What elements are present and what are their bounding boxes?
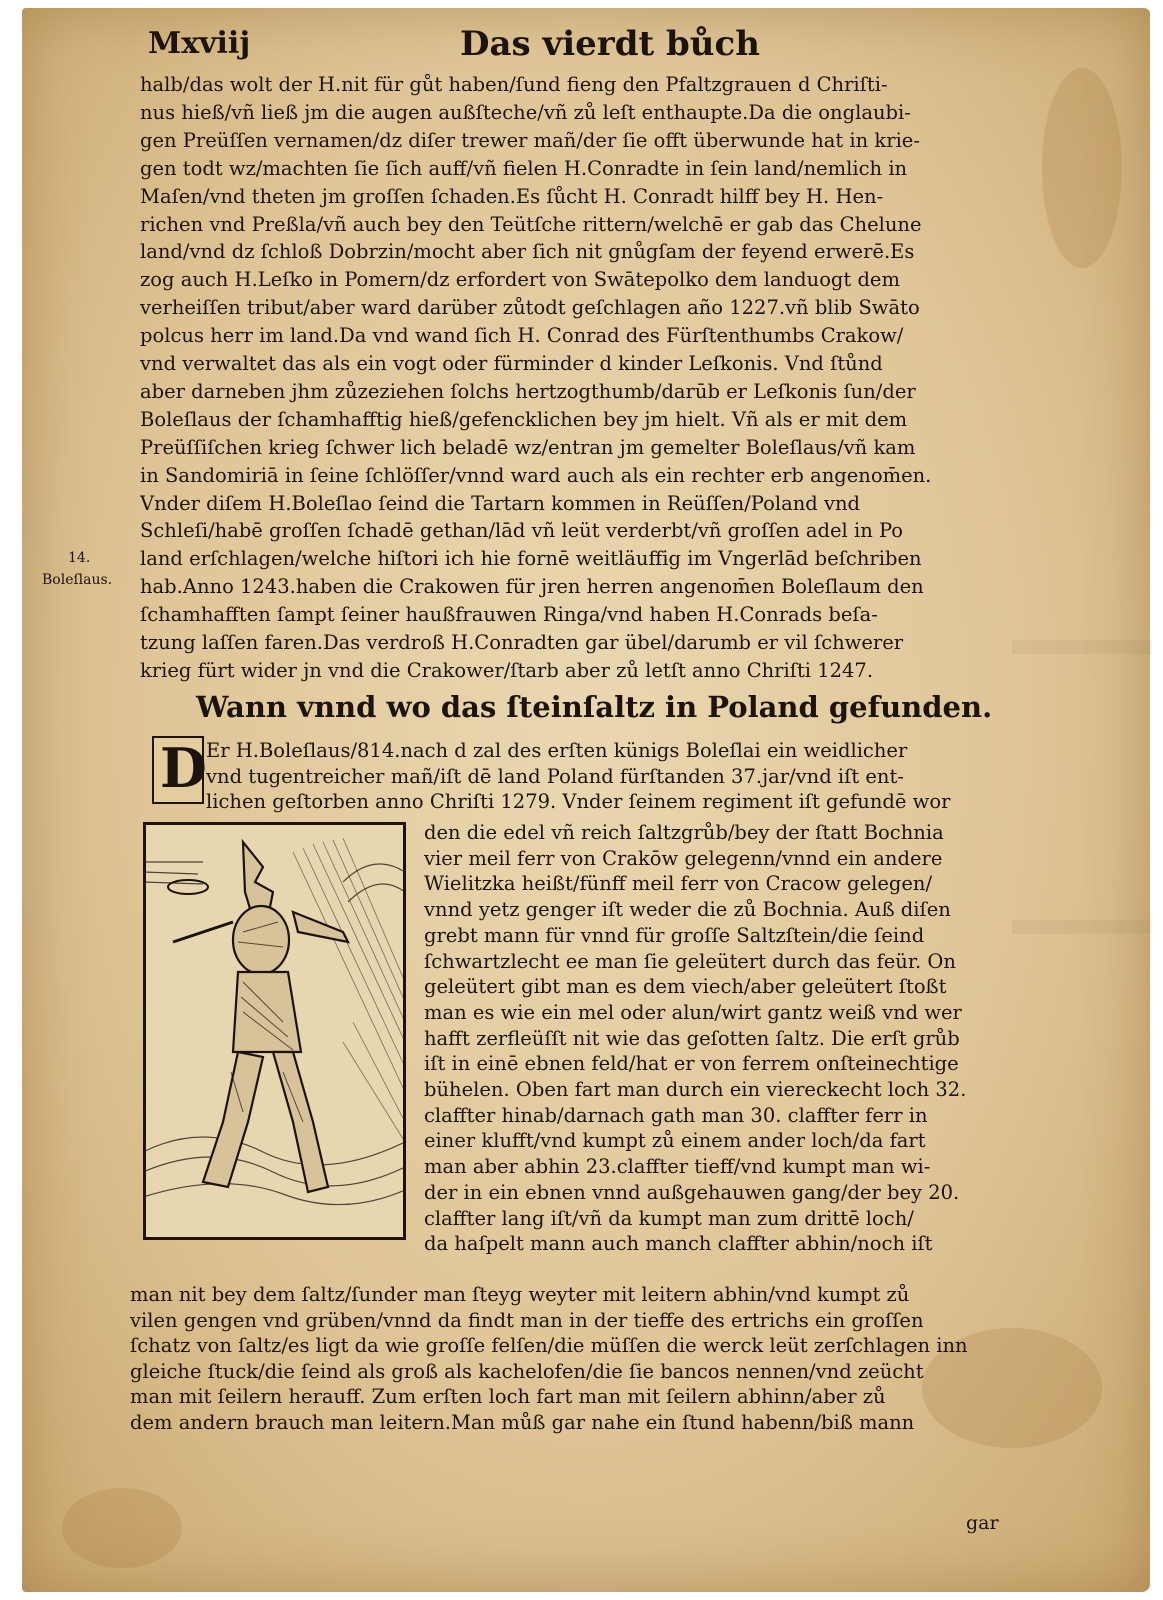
drop-capital — [152, 736, 207, 804]
running-title: Das vierdt bůch — [460, 24, 760, 64]
text-line: Boleſlaus der ſchamhafftig hieß/gefencklichen bey jm hielt. Vñ als er mit dem — [140, 407, 908, 431]
foxing-stain — [62, 1488, 182, 1568]
text-line: Vnder diſem H.Boleſlao ſeind die Tartarn kommen in Reüſſen/Poland vnd — [140, 491, 861, 515]
text-line: tzung laſſen faren.Das verdroß H.Conradten gar übel/darumb er vil ſchwerer — [140, 631, 904, 654]
text-line: zog auch H.Leſko in Pomern/dz erfordert von Swātepolko dem landuogt dem — [140, 268, 900, 292]
text-line: richen vnd Preßla/vñ auch bey den Teütſche rittern/welchē er gab das Chelune — [140, 212, 922, 236]
text-line: land erſchlagen/welche hiſtori ich hie fornē weitläuffig im Vngerlād beſchriben — [140, 547, 922, 571]
drop-capital-letter: D — [160, 736, 207, 800]
text-line: halb/das wolt der H.nit für gůt haben/ſund fieng den Pfaltzgrauen d Chriſti- — [140, 73, 888, 96]
text-line: man aber abhin 23.claffter tieff/vnd kumpt man wi- — [424, 1155, 931, 1179]
text-line: bühelen. Oben fart man durch ein viereckecht loch 32. — [424, 1078, 967, 1101]
text-line: vnd verwaltet das als ein vogt oder fürminder d kinder Leſkonis. Vnd ſtůnd — [140, 352, 883, 375]
text-line: land/vnd dz ſchloß Dobrzin/mocht aber ſich nit gnůgſam der feyend erwerē.Es — [140, 240, 915, 264]
text-line: gen Preüſſen vernamen/dz diſer trewer mañ/der ſie offt überwunde hat in krie- — [140, 128, 920, 152]
text-line: claffter lang iſt/vñ da kumpt man zum drittē loch/ — [424, 1206, 914, 1230]
text-line: vnnd yetz genger iſt weder die zů Bochnia. Auß diſen — [424, 898, 951, 922]
text-line: dem andern brauch man leitern.Man můß gar nahe ein ſtund habenn/biß mann — [130, 1410, 915, 1434]
text-line: ſchamhafften ſampt ſeiner haußfrauwen Ringa/vnd haben H.Conrads beſa- — [140, 603, 878, 627]
text-line: gen todt wz/machten ſie ſich auff/vñ fielen H.Conradte in ſein land/nemlich in — [140, 156, 908, 180]
text-line: den die edel vñ reich ſaltzgrůb/bey der ſtatt Bochnia — [424, 821, 944, 844]
text-line: gleiche ſtuck/die ſeind als groß als kachelofen/die ſie bancos nennen/vnd zeücht — [130, 1359, 924, 1383]
section-heading: Wann vnnd wo das ſteinſaltz in Poland gefunden. — [196, 690, 993, 724]
foxing-stain — [1042, 68, 1122, 268]
text-line: vnd tugentreicher mañ/iſt dē land Poland fürſtanden 37.jar/vnd iſt ent- — [206, 764, 904, 788]
text-line: einer klufft/vnd kumpt zů einem ander loch/da fart — [424, 1129, 926, 1153]
text-line: man es wie ein mel oder alun/wirt gantz weiß vnd wer — [424, 1000, 962, 1024]
bleed-through — [1012, 920, 1152, 934]
text-line: aber darneben jhm zůzeziehen ſolchs hertzogthumb/darūb er Leſkonis ſun/der — [140, 379, 916, 403]
text-line: iſt in einē ebnen feld/hat er von ferrem onſteinechtige — [424, 1052, 959, 1076]
text-line: Er H.Boleſlaus/814.nach d zal des erſten künigs Boleſlai ein weidlicher — [206, 739, 908, 762]
text-line: hab.Anno 1243.haben die Crakowen für jren herren angenom̄en Boleſlaum den — [140, 575, 924, 599]
text-line: lichen geſtorben anno Chriſti 1279. Vnder ſeinem regiment iſt gefundē wor — [206, 790, 951, 814]
text-line: der in ein ebnen vnnd außgehauwen gang/der bey 20. — [424, 1180, 960, 1204]
text-line: vier meil ferr von Crakōw gelegenn/vnnd ein andere — [424, 846, 943, 870]
text-line: vilen gengen vnd grüben/vnnd da findt man in der tieffe des ertrichs ein groſſen — [130, 1308, 924, 1332]
text-line: Preüſſiſchen krieg ſchwer lich beladē wz/entran jm gemelter Boleſlaus/vñ kam — [140, 435, 916, 459]
text-line: krieg fürt wider jn vnd die Crakower/ſtarb aber zů letſt anno Chriſti 1247. — [140, 658, 874, 682]
woodcut-illustration — [143, 822, 406, 1240]
folio-number: Mxviij — [148, 26, 251, 61]
text-line: polcus herr im land.Da vnd wand ſich H. Conrad des Fürſtenthumbs Crakow/ — [140, 324, 904, 348]
text-line: Schleſi/habē groſſen ſchadē gethan/lād vñ leüt verderbt/vñ groſſen adel in Po — [140, 519, 904, 543]
text-line: Maſen/vnd theten jm groſſen ſchaden.Es ſůcht H. Conradt hilff bey H. Hen- — [140, 184, 884, 208]
text-line: da haſpelt mann auch manch claffter abhin/noch iſt — [424, 1232, 933, 1256]
text-line: hafft zerfleüſſt nit wie das geſotten ſaltz. Die erſt grůb — [424, 1026, 960, 1050]
text-line: man mit ſeilern herauff. Zum erſten loch fart man mit ſeilern abhinn/aber zů — [130, 1385, 886, 1408]
text-line: claffter hinab/darnach gath man 30. claffter ferr in — [424, 1103, 928, 1127]
text-line: verheiſſen tribut/aber ward darüber zůtodt geſchlagen año 1227.vñ blib Swāto — [140, 296, 920, 320]
margin-note-name: Boleſlaus. — [42, 572, 113, 588]
text-line: ſchwartzlecht ee man ſie geleütert durch das feür. On — [424, 949, 956, 973]
text-line: man nit bey dem ſaltz/ſunder man ſteyg weyter mit leitern abhin/vnd kumpt zů — [130, 1283, 910, 1306]
text-line: geleütert gibt man es dem viech/aber geleütert ſtoßt — [424, 975, 947, 999]
text-line: Wielitzka heißt/fünff meil ferr von Cracow gelegen/ — [424, 872, 933, 896]
bleed-through — [1012, 640, 1152, 654]
text-line: ſchatz von ſaltz/es ligt da wie groſſe felſen/die müſſen die werck leüt zerſchlagen inn — [130, 1334, 968, 1357]
catchword: gar — [966, 1512, 999, 1534]
text-line: grebt mann für vnnd für groſſe Saltzſtein/die ſeind — [424, 923, 925, 947]
margin-note-number: 14. — [68, 550, 91, 566]
text-line: in Sandomiriā in ſeine ſchlöſſer/vnnd ward auch als ein rechter erb angenom̄en. — [140, 463, 932, 487]
text-line: nus hieß/vñ ließ jm die augen außſteche/vñ zů leſt enthaupte.Da die onglaubi- — [140, 100, 911, 124]
